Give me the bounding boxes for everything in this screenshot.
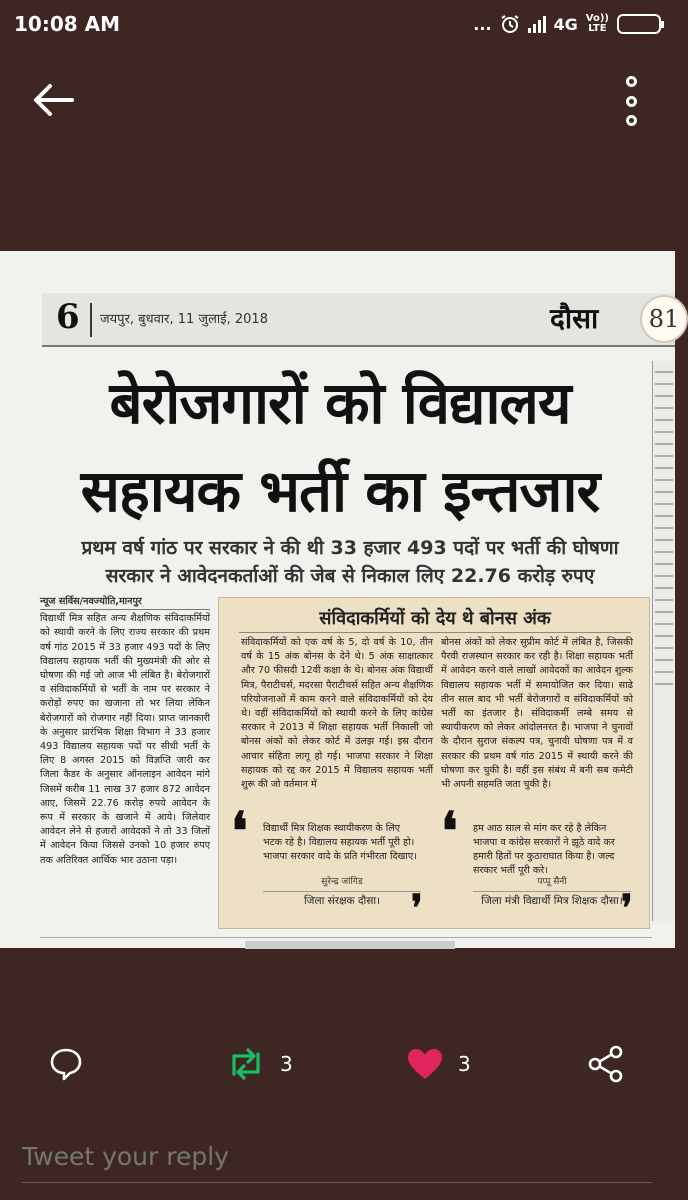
like-count: 3 <box>458 1052 471 1076</box>
subheadline-1: प्रथम वर्ष गांठ पर सरकार ने की थी 33 हजार 493 पदों पर भर्ती की घोषणा <box>81 537 619 559</box>
signal-icon <box>528 15 546 33</box>
reply-input[interactable] <box>22 1136 652 1176</box>
quote-1-name: सुरेन्द्र जांगिड <box>321 877 363 887</box>
quote-1-text: विद्यार्थी मित्र शिक्षक स्थायीकरण के लिए भटक रहे है। विद्यालय सहायक भर्ती पूरी हो। भाजपा सरकार वादे के प्रति गंभीरता दिखाए। <box>263 823 417 862</box>
network-label: 4G <box>553 14 578 34</box>
close-quote-icon: ❜ <box>621 887 633 929</box>
article-body: विद्यार्थी मित्र सहित अन्य शैक्षणिक संविदाकर्मियों को स्थायी करने के लिए राज्य सरकार की प्रथम वर्ष गांठ 2015 में 33 हजार 493 पदों के लिए विद्यालय सहायक भर्ती की मुख्यमंत्री की ओर से घोषणा की गई जो आज भी लंबित है। बेरोजगारों व संविदाकर्मियों से भर्ती के नाम पर सरकार ने करोड़ों रुपए का खजाना तो भर लिया लेकिन बेरोजगारों को रोजगार नहीं दिया। प्राप्त जानकारी के अनुसार प्रारंभिक शिक्षा विभाग ने 33 हजार 493 विद्यालय सहायक पदों पर सीधी भर्ती के लिए 8 अगस्त 2015 को विज्ञप्ति जारी कर जिला कैडर के अनुसार ऑनलाइन आवेदन मांगे जिसमें करीब 11 लाख 37 हजार 872 आवेदन आए, जिसमें 22.76 करोड़ रुपये आवेदन के रूप में सरकार के खजाने में आये। जिलेवार आवेदन लेने से हजारों आवेदकों ने तो 33 जिलों में आवेदन किया जिससे उनको 10 हजार रुपए तक अतिरिक्त आर्थिक भार उठाना पड़ा। <box>40 613 210 866</box>
heart-icon <box>406 1047 444 1081</box>
subheadline-2: सरकार ने आवेदनकर्ताओं की जेब से निकाल लिए 22.76 करोड़ रुपए <box>105 565 595 587</box>
open-quote-icon: ❛ <box>231 801 248 862</box>
anniversary-badge: 81 <box>640 295 688 343</box>
open-quote-icon: ❛ <box>441 801 458 862</box>
adjacent-article-edge <box>652 361 675 921</box>
tweet-actions <box>0 1020 675 1110</box>
box-column-2: बोनस अंकों को लेकर सुप्रीम कोर्ट में लंबित है, जिसकी पैरवी राजस्थान सरकार कर रही है। शिक्षा सहायक भर्ती में आवेदन करने वाले लाखों आवेदकों का आवेदन शुल्क विद्यालय सहायक भर्ती में समायोजित कर दिया। साढे तीन साल बाद भी भर्ती बेरोजगारों व संविदाकर्मियों को भर्ती का इंतजार है। संविदाकर्मी लम्बे समय से स्थायीकरण को लेकर आंदोलनरत है। भाजपा ने चुनावों के दौरान सुराज संकल्प पत्र, चुनावी घोषणा पत्र में व सरकार की प्रथम वर्ष गांठ 2015 में स्थायी करने की घोषणा कर चुकी है। वहीं इस संबंध में बनी सब कमेटी भी अपनी सहमति जता चुकी है। <box>441 637 633 791</box>
headline-line2: सहायक भर्ती का इन्तजार <box>80 457 600 525</box>
quote-2-name: पप्पू सैनी <box>537 877 567 887</box>
dateline: जयपुर, बुधवार, 11 जुलाई, 2018 <box>100 312 268 327</box>
article-left-column <box>40 595 210 868</box>
quote-2-role: जिला मंत्री विद्यार्थी मित्र शिक्षक दौसा। <box>473 891 631 908</box>
byline: न्यूज सर्विस/नवज्योति,मानपुर <box>40 595 210 610</box>
back-button[interactable] <box>30 78 78 122</box>
battery-icon <box>617 14 661 34</box>
more-options-button[interactable] <box>621 76 641 126</box>
box-title: संविदाकर्मियों को देय थे बोनस अंक <box>319 608 551 629</box>
quote-2 <box>437 801 642 929</box>
next-article-edge <box>40 937 652 948</box>
newspaper-image[interactable] <box>0 251 680 948</box>
reply-button[interactable] <box>48 1044 84 1084</box>
top-bar <box>0 48 675 148</box>
alarm-icon <box>500 14 520 34</box>
status-dots: ... <box>473 14 492 34</box>
share-button[interactable] <box>586 1044 626 1084</box>
status-time: 10:08 AM <box>14 12 121 36</box>
volte-label: Vo)) LTE <box>585 13 609 34</box>
back-arrow-icon <box>30 78 78 122</box>
headline-line1: बेरोजगारों को विद्यालय <box>109 369 571 437</box>
sidebar-box <box>218 597 650 929</box>
more-vertical-icon <box>626 76 637 87</box>
reply-icon <box>48 1046 84 1082</box>
reply-area <box>0 1126 675 1200</box>
district-name: दौसा <box>550 302 599 335</box>
like-button[interactable] <box>406 1044 471 1084</box>
retweet-button[interactable] <box>226 1044 293 1084</box>
status-bar <box>0 0 675 48</box>
quote-1 <box>227 801 432 929</box>
page-number: 6 <box>56 297 80 337</box>
close-quote-icon: ❜ <box>411 887 423 929</box>
box-column-1: संविदाकर्मियों को एक वर्ष के 5, दो वर्ष के 10, तीन वर्ष के 15 अंक बोनस के देने थे। 5 अंक साक्षात्कार और 70 फीसदी 12वीं कक्षा के थे। बोनस अंक विद्यार्थी मित्र, पैराटीचर्स, मदरसा पैराटीचर्स सहित अन्य शैक्षणिक परियोजनाओं में काम करने वाले संविदाकर्मियों को देय थे। वहीं संविदाकर्मियों को स्थायी करने के लिए कांग्रेस सरकार ने 2013 में शिक्षा सहायक भर्ती निकाली जो बोनस अंकों को लेकर कोर्ट में उलझ गई। इस दौरान आचार संहिता लागू हो गई। भाजपा सरकार ने शिक्षा सहायक को रद्द कर 2015 में विद्यालय सहायक भर्ती शुरू की जो वर्तमान में <box>241 637 433 791</box>
quote-1-role: जिला संरक्षक दौसा। <box>263 891 421 908</box>
status-icons <box>473 14 661 34</box>
retweet-icon <box>226 1046 266 1082</box>
quote-2-text: हम आठ साल से मांग कर रहे है लेकिन भाजपा व कांग्रेस सरकारों ने झूठे वादे कर हमारी हितों पर कुठाराघात किया है। जल्द सरकार भर्ती पूरी करे। <box>473 823 615 876</box>
share-icon <box>586 1044 626 1084</box>
newspaper-masthead <box>42 293 680 347</box>
retweet-count: 3 <box>280 1052 293 1076</box>
